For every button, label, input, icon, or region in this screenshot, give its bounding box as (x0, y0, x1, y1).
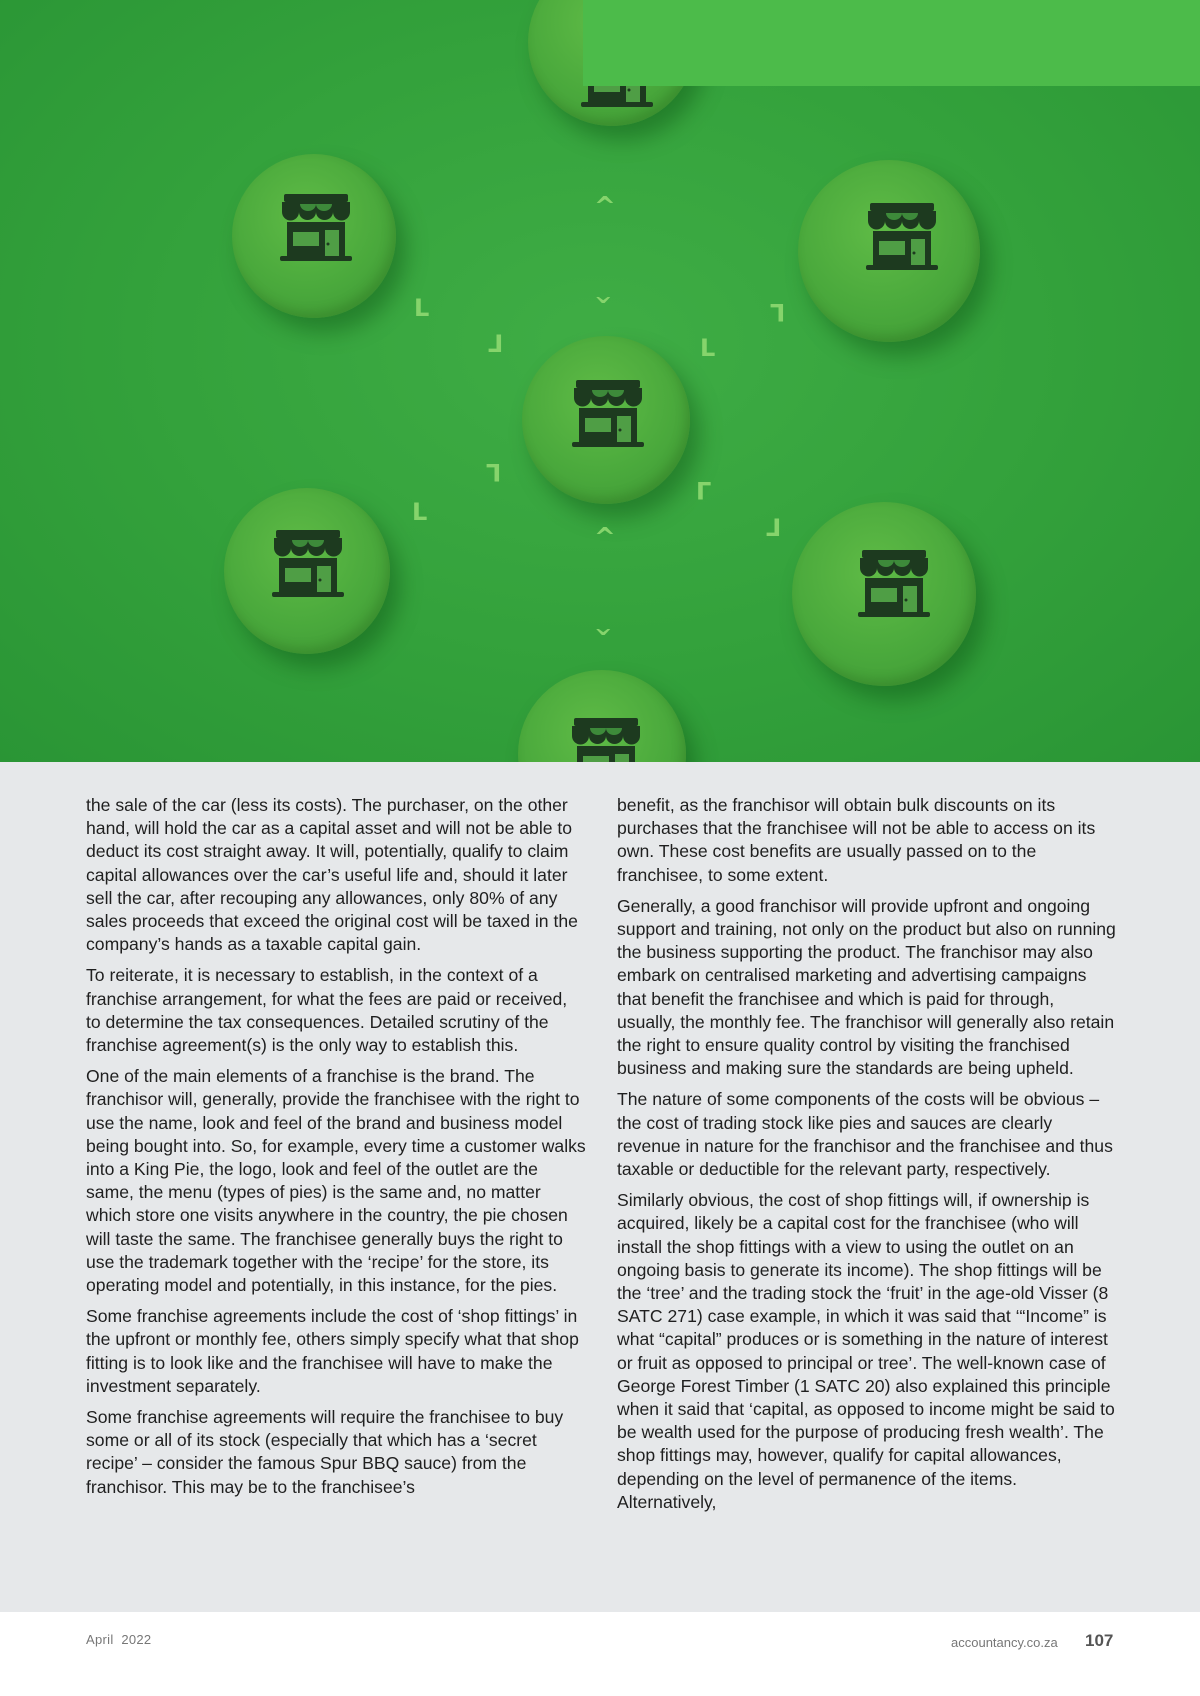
paragraph: One of the main elements of a franchise is the brand. The franchisor will, generally, provide the franchisee with the right to use the name, look and feel of the brand and business model being bought into. So, for example, every time a customer walks into a King Pie, the logo, look and feel of the outlet are the same, the menu (types of pies) is the same and, no matter which store one visits anywhere in the country, the pie chosen will taste the same. The franchisee generally buys the right to use the trademark together with the ‘recipe’ for the store, its operating model and potentially, in this instance, for the pies. (86, 1066, 586, 1296)
paragraph: benefit, as the franchisor will obtain bulk discounts on its purchases that the franchisee will not be able to access on its own. These cost benefits are usually passed on to the franchisee, to some extent. (617, 795, 1096, 885)
corner-bracket-icon: L (770, 298, 786, 326)
right-column (617, 794, 1117, 1522)
corner-bracket-icon: L (700, 334, 716, 362)
paragraph: the sale of the car (less its costs). The purchaser, on the other hand, will hold the car as a capital asset and will not be able to deduct its cost straight away. It will, potentially, qualify to claim capital allowances over the car’s useful life and, should it later sell the car, after recouping any allowances, only 80% of any sales proceeds that exceed the original cost will be taxed in the company’s hands as a taxable capital gain. (86, 795, 578, 955)
corner-bracket-icon: L (766, 514, 782, 542)
left-column (86, 794, 586, 1507)
store-icon (566, 718, 646, 762)
paragraph: Similarly obvious, the cost of shop fittings will, if ownership is acquired, likely be a capital cost for the franchisee (who will install the shop fittings with a view to using the outlet on an ongoing basis to generate its income). The shop fittings will be the ‘tree’ and the trading stock the ‘fruit’ in the age-old Visser (8 SATC 271) case example, in which it was said that ‘“Income” is what “capital” produces or is something in the nature of interest or fruit as opposed to principal or tree’. The well-known case of George Forest Timber (1 SATC 20) also explained this principle when it said that ‘capital, as opposed to income might be said to be wealth used for the purpose of producing fresh wealth’. The shop fittings may, however, qualify for capital allowances, depending on the level of permanence of the items. Alternatively, (617, 1190, 1115, 1512)
store-icon (854, 550, 934, 620)
footer-site: accountancy.co.za (951, 1635, 1058, 1650)
corner-bracket-icon: L (412, 498, 428, 526)
chevron-up-icon: ^ (594, 192, 616, 222)
store-icon (268, 530, 348, 600)
store-icon (276, 194, 356, 264)
corner-bracket-icon: L (696, 476, 712, 504)
chevron-up-icon: ^ (594, 523, 616, 553)
header-band (583, 0, 1200, 86)
chevron-down-icon: ^ (594, 613, 613, 638)
paragraph: Some franchise agreements will require the franchisee to buy some or all of its stock (especially that which has a ‘secret recipe’ – consider the famous Spur BBQ sauce) from the franchisor. This may be to the franchisee’s (86, 1407, 564, 1497)
paragraph: Some franchise agreements include the cost of ‘shop fittings’ in the upfront or monthly fee, others simply specify what that shop fitting is to look like and the franchisee will have to make the investment separately. (86, 1306, 579, 1396)
chevron-down-icon: ^ (594, 281, 613, 306)
paragraph: The nature of some components of the costs will be obvious – the cost of trading stock like pies and sauces are clearly revenue in nature for the franchisor and the franchisee and thus taxable or deductible for the relevant party, respectively. (617, 1089, 1113, 1180)
corner-bracket-icon: L (486, 458, 502, 486)
footer-date: April 2022 (86, 1632, 152, 1647)
article-body (0, 762, 1200, 1612)
paragraph: Generally, a good franchisor will provide upfront and ongoing support and training, not only on the product but also on running the business supporting the product. The franchisor may also embark on centralised marketing and advertising campaigns that benefit the franchisee and which is paid for through, usually, the monthly fee. The franchisor will generally also retain the right to ensure quality control by visiting the franchised business and making sure the standards are being upheld. (617, 895, 1116, 1079)
hero-image (0, 0, 1200, 762)
corner-bracket-icon: L (414, 294, 430, 322)
paragraph: To reiterate, it is necessary to establish, in the context of a franchise arrangement, for what the fees are paid or received, to determine the tax consequences. Detailed scrutiny of the franchise agreement(s) is the only way to establish this. (86, 965, 568, 1056)
page-number: 107 (1085, 1631, 1114, 1650)
corner-bracket-icon: L (488, 330, 504, 358)
store-icon (862, 203, 942, 273)
store-icon (568, 380, 648, 450)
